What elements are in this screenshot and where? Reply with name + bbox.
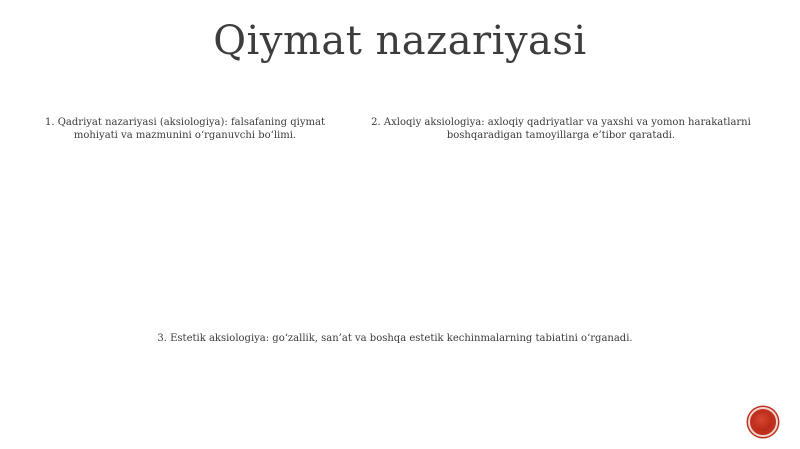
point-1-text: 1. Qadriyat nazariyasi (aksiologiya): falsafaning qiymat mohiyati va mazmunini o‘rganuvchi bo‘limi. [45, 117, 325, 141]
point-3-text: 3. Estetik aksiologiya: go‘zallik, san’at va boshqa estetik kechinmalarning tabiatini o‘rganadi. [157, 333, 633, 344]
point-2-text: 2. Axloqiy aksiologiya: axloqiy qadriyatlar va yaxshi va yomon harakatlarni boshqaradigan tamoyillarga e’tibor qaratadi. [371, 117, 751, 141]
slide-title: Qiymat nazariyasi [213, 18, 587, 64]
circle-button-inner [754, 413, 772, 431]
circle-button-icon[interactable] [748, 407, 778, 437]
